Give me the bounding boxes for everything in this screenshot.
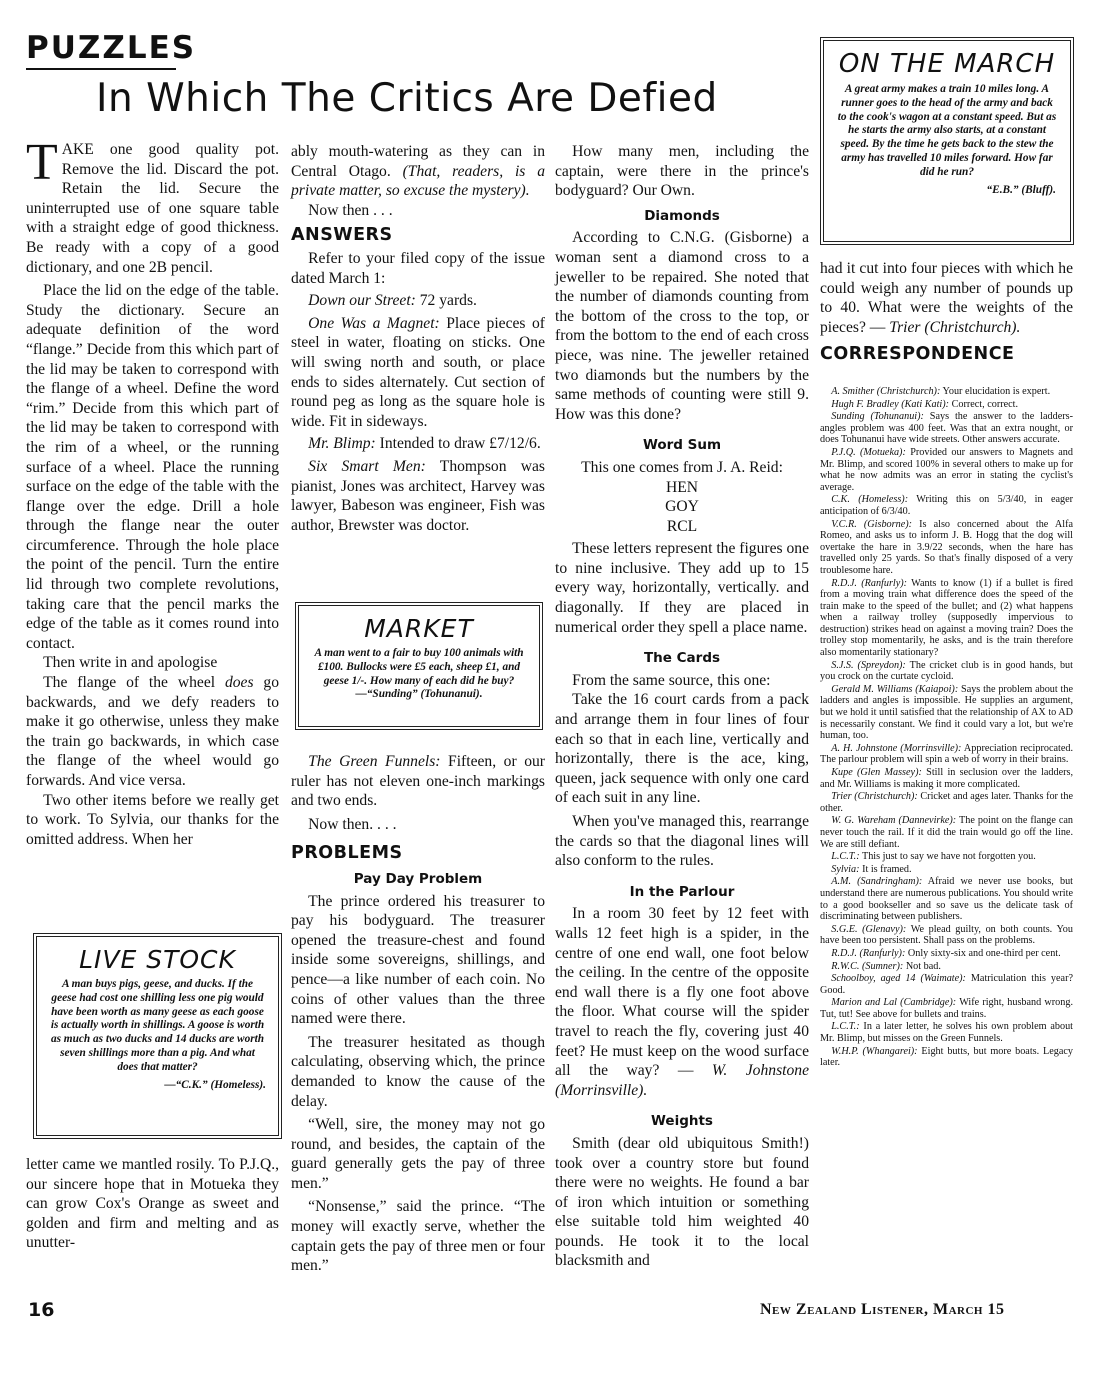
answers-outro: Now then. . . . xyxy=(308,815,397,833)
article-column-3 xyxy=(555,142,809,1271)
problem-paragraph: “Nonsense,” said the prince. “The money will exactly serve, whether the captain gets the pay of three men or four men.” xyxy=(291,1198,545,1275)
correspondent-name: Sylvia: xyxy=(831,863,860,875)
correspondent-name: P.J.Q. (Motueka): xyxy=(831,446,906,458)
problem-paragraph: had it cut into four pieces with which he could weigh any number of pounds up to 40. What were the weights of the pieces? — Trier (Christchurch). xyxy=(820,260,1073,336)
correspondence-reply: Eight butts, but more boats. Legacy later. xyxy=(820,1045,1073,1069)
correspondence-reply: This just to say we have not forgotten you. xyxy=(859,851,1036,863)
correspondence-reply: Only sixty-six and one-third per cent. xyxy=(905,947,1061,959)
correspondent-name: Trier (Christchurch): xyxy=(831,791,918,803)
wordsum-title: Word Sum xyxy=(642,437,722,454)
payday-title: Pay Day Problem xyxy=(353,870,483,887)
correspondent-name: Marion and Lal (Cambridge): xyxy=(831,997,957,1009)
correspondent-name: R.D.J. (Ranfurly): xyxy=(831,577,908,589)
correspondent-name: S.J.S. (Spreydon): xyxy=(831,659,906,671)
correspondence-reply: In a later letter, he solves his own problem about Mr. Blimp, but misses on the Green Funnels. xyxy=(820,1021,1073,1045)
correspondence-entry xyxy=(820,948,1073,960)
correspondence-reply: Still in seclusion over the ladders, and Mr. Williams is making it more complicated. xyxy=(820,767,1073,790)
correspondence-reply: The point on the flange can never touch the rail. If it did the train would go off the line. We are still defiant. xyxy=(820,815,1073,850)
correspondent-name: L.C.T.: xyxy=(831,851,860,863)
page-number: 16 xyxy=(28,1299,55,1321)
correspondent-name: W. G. Wareham (Dannevirke): xyxy=(831,815,957,827)
publication-footer: New Zealand Listener, March 15 xyxy=(760,1301,1005,1318)
correspondence-entry xyxy=(820,578,1073,659)
problem-paragraph: When you've managed this, rearrange the cards so that the diagonal lines will also conform to the rules. xyxy=(555,813,809,870)
correspondence-reply: Matriculation this year? Good. xyxy=(820,973,1073,996)
answers-heading: ANSWERS xyxy=(291,225,393,246)
correspondence-entry xyxy=(820,494,1073,517)
correspondent-name: L.C.T.: xyxy=(831,1021,860,1033)
correspondence-reply: The cricket club is in good hands, but you crock on the curtate cycloid. xyxy=(820,659,1073,683)
correspondent-name: V.C.R. (Gisborne): xyxy=(831,518,913,530)
correspondence-entry xyxy=(820,767,1073,790)
march-text: A great army makes a train 10 miles long. A runner goes to the head of the army and back to the cook's wagon at a constant speed. But as he starts the army also starts, at a constant speed. By the time he gets back to the stew the army has travelled 10 miles forward. How far did he run? xyxy=(837,83,1057,178)
correspondence-reply: It is framed. xyxy=(859,863,912,875)
correspondent-name: Sunding (Tohunanui): xyxy=(831,411,924,423)
correspondence-entry xyxy=(820,851,1073,863)
article-paragraph: Place the lid on the edge of the table. Study the dictionary. Secure an adequate definition of the word “flange.” Decide from this which part of the lid may be taken to correspond with the flange of a wheel. Define the word “rim.” Decide from this which part of the lid may be taken to correspond with the rim of a wheel, or the running surface of a wheel. Place the running surface on the edge of the table with the flange over the edge. Drill a hole through the flange near the outer circumference. Through the hole place the point of the pencil. Turn the entire lid through two complete revolutions, taking care that the pencil marks the edge of the table as it comes round into contact. xyxy=(26,282,279,652)
correspondence-entry xyxy=(820,411,1073,446)
section-label: PUZZLES xyxy=(26,30,197,66)
article-paragraph: TAKE one good quality pot. Remove the lid. Discard the pot. Retain the lid. Secure the uninterrupted use of one square table with a straight edge of good thickness. Be ready with a copy of a good dictionary, and one 2B pencil. xyxy=(26,134,279,276)
correspondence-entry xyxy=(820,399,1073,411)
correspondence-reply: Not bad. xyxy=(903,960,941,972)
article-column-1 xyxy=(26,134,279,849)
article-column-2-continued xyxy=(291,752,545,1276)
wordsum-row: RCL xyxy=(666,517,698,535)
correspondent-name: Schoolboy, aged 14 (Waimate): xyxy=(831,973,966,985)
cards-title: The Cards xyxy=(643,650,721,667)
correspondence-reply: Afraid we never use books, but understand there are numerous publications. You should write to a good bookseller and so save us the delicate task of discriminating between publishers. xyxy=(820,876,1073,923)
correspondence-list xyxy=(820,386,1073,1070)
correspondence-reply: We plead guilty, on both counts. You have been too persistent. Shall pass on the problems. xyxy=(820,923,1073,947)
march-puzzle-box xyxy=(823,40,1071,242)
article-column-4 xyxy=(820,259,1073,368)
correspondent-name: R.D.J. (Ranfurly): xyxy=(831,947,906,959)
problem-paragraph: The treasurer hesitated as though calculating, observing which, the prince demanded to know the cause of the delay. xyxy=(291,1033,545,1110)
correspondent-name: W.H.P. (Whangarei): xyxy=(831,1045,918,1057)
livestock-title: LIVE STOCK xyxy=(79,945,236,974)
article-column-2 xyxy=(291,142,545,535)
correspondence-entry xyxy=(820,876,1073,922)
section-underline xyxy=(26,68,176,70)
correspondence-entry xyxy=(820,447,1073,493)
correspondence-entry xyxy=(820,973,1073,996)
answer-item: Six Smart Men: Thompson was pianist, Jones was architect, Harvey was lawyer, Babeson was engineer, Fish was author, Brewster was doctor. xyxy=(291,457,545,534)
problem-paragraph: These letters represent the figures one to nine inclusive. They add up to 15 every way, horizontally, vertically. and diagonally. If they are placed in numerical order they spell a place name. xyxy=(555,540,809,636)
weights-title: Weights xyxy=(651,1113,713,1130)
problem-paragraph: According to C.N.G. (Gisborne) a woman sent a diamond cross to a jeweller to be repaired. She noted that the number of diamonds counting from the bottom of the cross to the top, or from the bottom to the end of each cross piece, was nine. The jeweller retained two diamonds but the numbers by the same methods of counting were still 9. How was this done? xyxy=(555,229,809,423)
correspondence-entry xyxy=(820,1021,1073,1044)
correspondence-heading: CORRESPONDENCE xyxy=(820,344,1015,365)
article-paragraph: Then write in and apologise xyxy=(43,654,218,672)
correspondence-reply: Says the problem about the ladders and angles is impossible. He supplies an argument, but we hold it until satisfied that the relationship of AX to AD is necessarily constant. We find it could vary a lot, but we're human, too. xyxy=(820,683,1073,742)
correspondent-name: Hugh F. Bradley (Kati Kati): xyxy=(831,398,950,410)
parlour-title: In the Parlour xyxy=(629,883,735,900)
problem-paragraph: The prince ordered his treasurer to pay his bodyguard. The treasurer opened the treasure-chest and found inside some sovereigns, shillings, and pence—a like number of each coin. No coins of other values than the three named were there. xyxy=(291,892,545,1028)
correspondence-reply: Wants to know (1) if a bullet is fired from a moving train what difference does the speed of the train make to the speed of the bullet; and (2) what happens when a railway trolley (supposedly impervious to destruction) strikes head on against a moving train? Does the trolley stop momentarily, he asks, and is the train therefore also momentarily stationary? xyxy=(820,577,1074,659)
headline: In Which The Critics Are Defied xyxy=(96,76,718,121)
march-credit: “E.B.” (Bluff). xyxy=(986,183,1056,196)
correspondent-name: A. H. Johnstone (Morrinsville): xyxy=(831,742,962,754)
livestock-puzzle-box xyxy=(36,936,279,1136)
correspondence-reply: Appreciation reciprocated. The parlour problem will spin a web of worry in their brains. xyxy=(820,742,1073,766)
answer-item: Down our Street: 72 yards. xyxy=(308,292,477,310)
answer-item: Mr. Blimp: Intended to draw £7/12/6. xyxy=(308,435,541,453)
answer-item: One Was a Magnet: Place pieces of steel in water, floating on sticks. One will swing north and south, or place ends to sides alternately. Cut section of round peg as long as the square hole is wide. Fit in sideways. xyxy=(291,314,545,430)
article-paragraph: The flange of the wheel does go backwards, and we defy readers to make it go otherwise, unless they make the train go backwards, in which case the flange of the wheel would go forwards. And vice versa. xyxy=(26,674,279,789)
answer-item: The Green Funnels: Fifteen, or our ruler has not eleven one-inch markings and two ends. xyxy=(291,753,545,810)
correspondence-entry xyxy=(820,519,1073,577)
correspondence-entry xyxy=(820,961,1073,973)
correspondence-reply: Says the answer to the ladders-angles problem was 400 feet. Was that an extra nought, or does Tohunanui have wide streets. Other answers accurate. xyxy=(820,411,1073,446)
correspondence-reply: Correct, correct. xyxy=(949,398,1019,410)
correspondent-name: S.G.E. (Glenavy): xyxy=(831,923,907,935)
correspondence-reply: Provided our answers to Magnets and Mr. Blimp, and scored 100% in several others to make up for what he now admits was an error in stating the cyclist's average. xyxy=(820,446,1073,493)
livestock-text: A man buys pigs, geese, and ducks. If the geese had cost one shilling less one pig would have been worth as many geese as each goose is actually worth in shillings. A goose is worth as much as two ducks and 14 ducks are worth seven shillings more than a pig. And what does that matter? xyxy=(50,978,265,1073)
problem-paragraph: How many men, including the captain, were there in the prince's bodyguard? Our Own. xyxy=(555,143,809,200)
correspondence-entry xyxy=(820,660,1073,683)
correspondence-entry xyxy=(820,1046,1073,1069)
drop-cap: T xyxy=(26,134,58,191)
article-paragraph: Now then . . . xyxy=(308,201,393,219)
correspondent-name: A.M. (Sandringham): xyxy=(831,876,923,888)
correspondent-name: C.K. (Homeless): xyxy=(831,494,909,506)
problem-paragraph: Smith (dear old ubiquitous Smith!) took over a country store but found there were no weights. He found a bar of iron which intuition or something else suitable told him weighted 40 pounds. He took it to the local blacksmith and xyxy=(555,1134,809,1270)
problem-paragraph: “Well, sire, the money may not go round, and besides, the captain of the guard generally gets the pay of three men.” xyxy=(291,1116,545,1192)
livestock-credit: —“C.K.” (Homeless). xyxy=(164,1078,266,1091)
problems-heading: PROBLEMS xyxy=(291,843,403,864)
correspondence-entry xyxy=(820,386,1073,398)
answers-intro: Refer to your filed copy of the issue dated March 1: xyxy=(291,249,545,287)
correspondent-name: A. Smither (Christchurch): xyxy=(831,386,941,397)
wordsum-row: HEN xyxy=(665,478,699,496)
correspondence-reply: Your elucidation is expert. xyxy=(940,386,1051,397)
correspondence-entry xyxy=(820,743,1073,766)
article-paragraph: ably mouth-watering as they can in Central Otago. (That, readers, is a private matter, so excuse the mystery). xyxy=(291,143,546,200)
correspondent-name: Kupe (Glen Massey): xyxy=(831,767,922,778)
market-text: A man went to a fair to buy 100 animals with £100. Bullocks were £5 each, sheep £1, and geese 1/-. How many of each did he buy?—“Sunding” (Tohunanui). xyxy=(314,647,524,701)
correspondence-reply: Wife right, husband wrong. Tut, tut! See above for bullets and trains. xyxy=(820,997,1073,1020)
wordsum-intro: This one comes from J. A. Reid: xyxy=(581,458,783,476)
market-puzzle-box xyxy=(298,605,540,727)
market-title: MARKET xyxy=(364,614,474,643)
correspondent-name: Gerald M. Williams (Kaiapoi): xyxy=(831,683,959,695)
correspondent-name: R.W.C. (Sumner): xyxy=(831,960,904,972)
diamonds-title: Diamonds xyxy=(644,207,720,224)
correspondence-entry xyxy=(820,815,1073,850)
problem-paragraph: In a room 30 feet by 12 feet with walls 12 feet high is a spider, in the centre of one end wall, one foot below the ceiling. In the centre of the opposite end wall there is a fly one foot above the floor. What course will the spider travel to reach the fly, covering just 40 feet? He must keep on the wood surface all the way? — W. Johnstone (Morrinsville). xyxy=(555,905,809,1099)
correspondence-entry xyxy=(820,791,1073,814)
correspondence-reply: Cricket and ages later. Thanks for the other. xyxy=(820,791,1074,814)
wordsum-row: GOY xyxy=(665,498,699,516)
article-paragraph: Two other items before we really get to work. To Sylvia, our thanks for the omitted address. When her xyxy=(26,791,279,848)
correspondence-entry xyxy=(820,997,1073,1020)
problem-paragraph: From the same source, this one: xyxy=(572,671,771,689)
problem-paragraph: Take the 16 court cards from a pack and arrange them in four lines of four each so that in each line, vertically and horizontally, there is the ace, king, queen, jack sequence with only one card of each suit in any line. xyxy=(555,691,809,807)
correspondence-reply: Writing this on 5/3/40, in eager anticipation of 6/3/40. xyxy=(820,494,1073,517)
march-title: ON THE MARCH xyxy=(838,49,1056,79)
article-column-1-continued xyxy=(26,1155,279,1253)
correspondence-entry xyxy=(820,684,1073,742)
correspondence-reply: Is also concerned about the Alfa Romeo, and asks us to inform J. B. Hogg that the dog will overtake the hare in 3.9/22 seconds, when the hare has travelled only 25 yards. So that's finally disposed of a very troublesome hare. xyxy=(820,518,1073,576)
correspondence-entry xyxy=(820,924,1073,947)
correspondence-entry xyxy=(820,864,1073,876)
article-paragraph: letter came we mantled rosily. To P.J.Q., our sincere hope that in Motueka they can grow Cox's Orange as sweet and golden and firm and melting and as unutter- xyxy=(26,1156,279,1252)
